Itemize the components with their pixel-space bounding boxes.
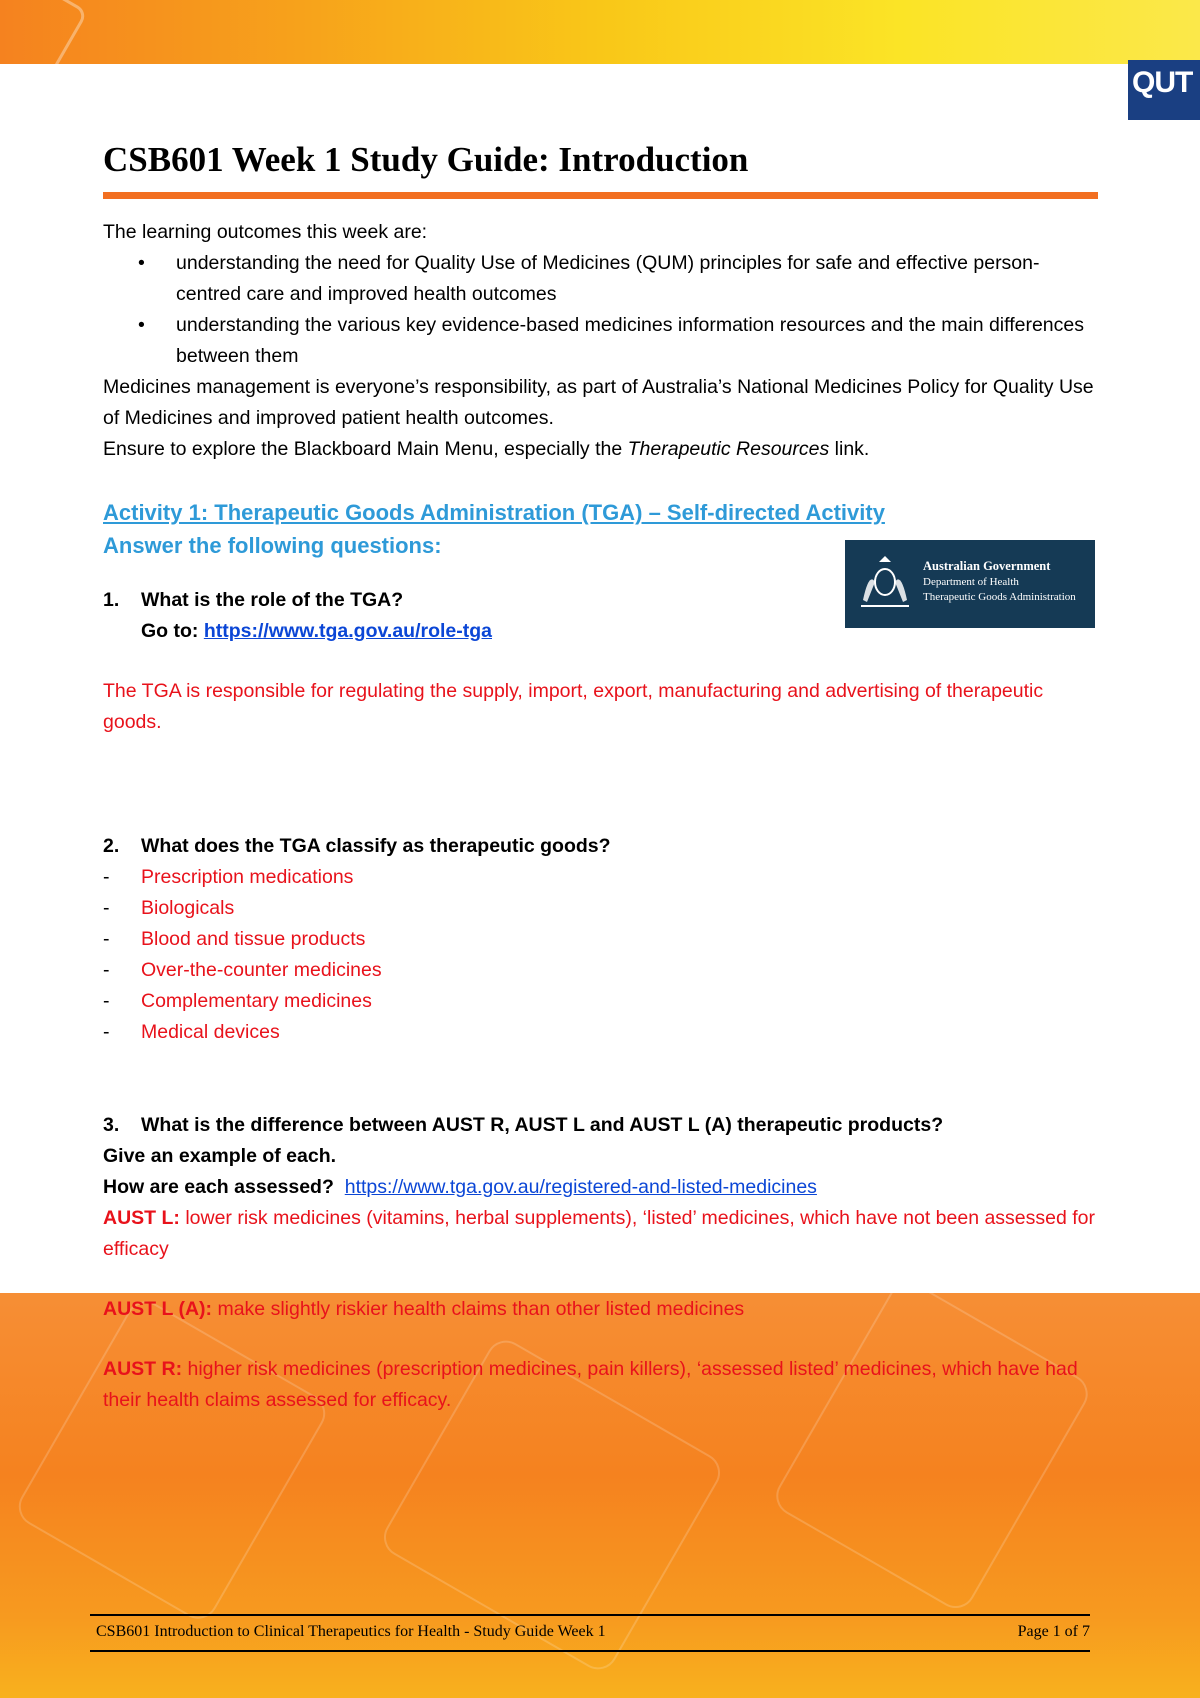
list-item: - Blood and tissue products [103,928,366,950]
aust-la-answer: AUST L (A): make slightly riskier health claims than other listed medicines [103,1298,745,1320]
top-banner [0,0,1200,64]
intro-paragraph: Medicines management is everyone’s responsibility, as part of Australia’s National Medicines Policy for Quality Use of Medicines and improved patient health outcomes. [103,376,1094,429]
intro-paragraph-2: Ensure to explore the Blackboard Main Menu, especially the Therapeutic Resources link. [103,438,870,460]
therapeutic-goods-list [103,862,1103,1048]
footer-course-title: CSB601 Introduction to Clinical Therapeutics for Health - Study Guide Week 1 [96,1623,606,1640]
bullet-icon: • [138,252,145,274]
registered-listed-medicines-link[interactable]: https://www.tga.gov.au/registered-and-listed-medicines [344,1176,817,1198]
coat-of-arms-icon [857,552,913,612]
list-item: - Medical devices [103,1021,280,1043]
qut-logo: QUT [1128,60,1200,120]
therapeutic-resources-text: Therapeutic Resources [627,438,830,460]
document-body [103,140,1103,1416]
page-number: Page 1 of 7 [1017,1623,1090,1640]
learning-outcomes-list [103,248,1103,372]
bullet-icon: • [138,314,145,336]
question-3-line-3: How are each assessed? https://www.tga.gov.au/registered-and-listed-medicines [103,1176,817,1198]
answer-subheading: Answer the following questions: [103,533,442,558]
intro-lead: The learning outcomes this week are: [103,221,428,243]
page-footer [90,1614,1090,1652]
list-item: • understanding the various key evidence-based medicines information resources and the main differences between them [103,310,1103,372]
list-item: - Over-the-counter medicines [103,959,382,981]
list-item: - Complementary medicines [103,990,372,1012]
page-title: CSB601 Week 1 Study Guide: Introduction [103,140,1098,199]
list-item: - Biologicals [103,897,235,919]
aust-l-answer: AUST L: lower risk medicines (vitamins, herbal supplements), ‘listed’ medicines, which have not been assessed for efficacy [103,1207,1096,1260]
activity-heading: Activity 1: Therapeutic Goods Administration (TGA) – Self-directed Activity [103,500,885,525]
aust-r-answer: AUST R: higher risk medicines (prescription medicines, pain killers), ‘assessed listed’ medicines, which have had their health claims assessed for efficacy. [103,1358,1078,1411]
question-2: 2. What does the TGA classify as therapeutic goods? [103,835,611,857]
answer-1: The TGA is responsible for regulating the supply, import, export, manufacturing and advertising of therapeutic goods. [103,680,1044,733]
tga-role-link[interactable]: https://www.tga.gov.au/role-tga [203,620,492,642]
question-1-goto: Go to: https://www.tga.gov.au/role-tga [141,620,492,642]
question-1: 1. What is the role of the TGA? [103,589,404,611]
list-item: • understanding the need for Quality Use of Medicines (QUM) principles for safe and effective person-centred care and improved health outcomes [103,248,1103,310]
tga-logo: Australian Government Department of Health Therapeutic Goods Administration [845,540,1095,628]
question-3: 3. What is the difference between AUST R, AUST L and AUST L (A) therapeutic products? [103,1114,944,1136]
list-item: - Prescription medications [103,866,354,888]
intro-section [103,217,1103,465]
question-3-line-2: Give an example of each. [103,1145,337,1167]
